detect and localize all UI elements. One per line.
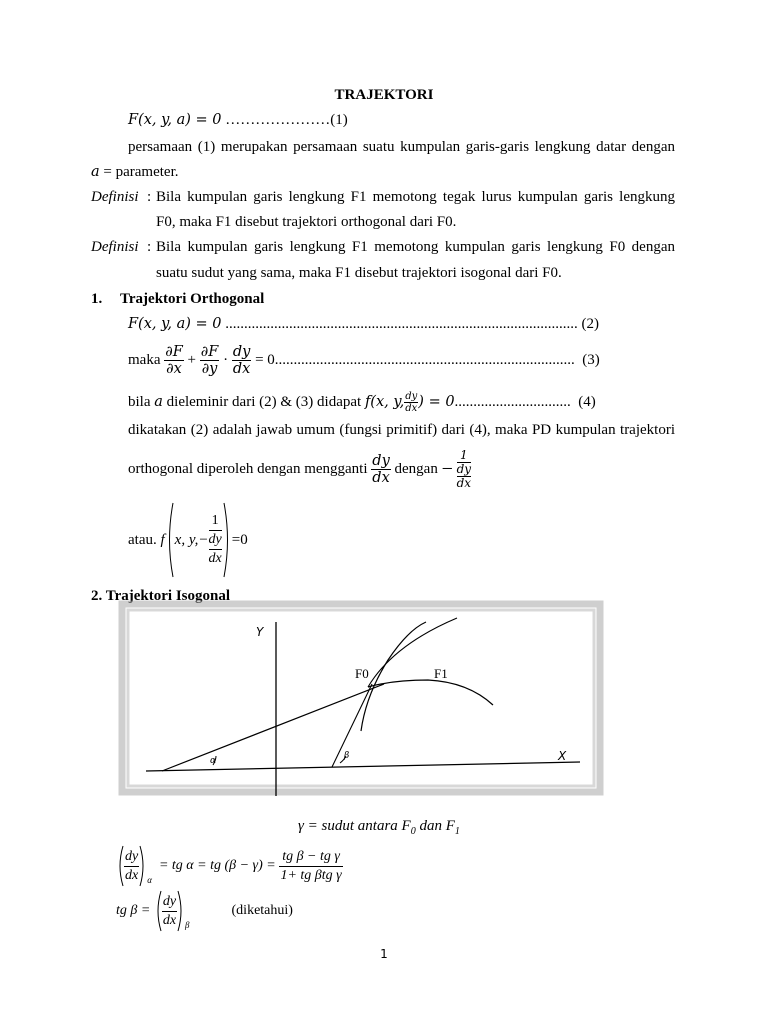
definition-1-line-1: Bila kumpulan garis lengkung F1 memotong tegak lurus kumpulan garis lengkung: [156, 189, 675, 205]
curve-f1: [368, 680, 493, 705]
x-label: X: [558, 749, 567, 763]
definition-2-line-2: suatu sudut yang sama, maka F1 disebut trajektori isogonal dari F0.: [156, 265, 562, 281]
intro-line-2: a = parameter.: [91, 164, 179, 180]
equation-3: maka $\frac{\partial F}{\partial x}$ + $\frac{\partial F}{\partial y}$ · $\frac{dy}{dx}$ = 0 ................................................................................ (3): [128, 343, 600, 377]
equation-6: tg β = $\frac{dy}{dx}$ β (diketahui): [116, 888, 293, 934]
paragraph-line-1: dikatakan (2) adalah jawab umum (fungsi primitif) dari (4), maka PD kumpulan trajektori: [128, 422, 675, 438]
definition-1-colon: :: [147, 189, 152, 205]
right-paren: [222, 501, 232, 579]
section-1-title: Trajektori Orthogonal: [120, 291, 265, 307]
left-paren: [154, 889, 162, 933]
alpha-label: α: [210, 756, 217, 766]
isogonal-figure: [118, 600, 604, 796]
y-label: Y: [256, 625, 264, 639]
left-paren: [116, 844, 124, 888]
definition-2-line-1: Bila kumpulan garis lengkung F1 memotong kumpulan garis lengkung F0 dengan: [156, 239, 675, 255]
left-paren: [165, 501, 175, 579]
page-number: 1: [380, 947, 388, 961]
equation-5: $\frac{dy}{dx}$ α = tg α = tg (β − γ) = $\frac{\text{tg β − tg γ}}{\text{1+ tg βtg γ}}$: [116, 843, 343, 889]
equation-4: bila a dieleminir dari (2) & (3) didapat f(x, y, $\frac{dy}{dx}$ ) = 0 ............................... (4): [128, 390, 596, 414]
curve-f0: [361, 622, 426, 731]
definition-2-colon: :: [147, 239, 152, 255]
equation-atau: atau. f x, y,− 1 dy dx =0: [128, 500, 248, 580]
beta-label: β: [344, 751, 350, 761]
isogonal-diagram: [118, 600, 604, 796]
section-1-number: 1.: [91, 291, 103, 307]
equation-2: F(x, y, a) = 0 .............................................................................................. (2): [128, 316, 599, 332]
intro-line-1: persamaan (1) merupakan persamaan suatu kumpulan garis-garis lengkung datar dengan: [128, 139, 675, 155]
section-2-title: 2. Trajektori Isogonal: [91, 588, 231, 604]
figure-caption: γ = sudut antara $F_0$ dan $F_1$: [298, 818, 460, 837]
right-paren: [139, 844, 147, 888]
f0-label: F0: [355, 666, 369, 681]
right-paren: [177, 889, 185, 933]
page-title: TRAJEKTORI: [334, 87, 434, 103]
equation-1: F(x, y, a) = 0 …………………(1): [128, 112, 348, 128]
definition-2-label: Definisi: [91, 239, 139, 255]
f1-label: F1: [434, 666, 448, 681]
paragraph-line-2: orthogonal diperoleh dengan mengganti $\frac{dy}{dx}$ dengan − 1 dy dx: [128, 447, 472, 490]
definition-1-line-2: F0, maka F1 disebut trajektori orthogonal dari F0.: [156, 214, 457, 230]
definition-1-label: Definisi: [91, 189, 139, 205]
